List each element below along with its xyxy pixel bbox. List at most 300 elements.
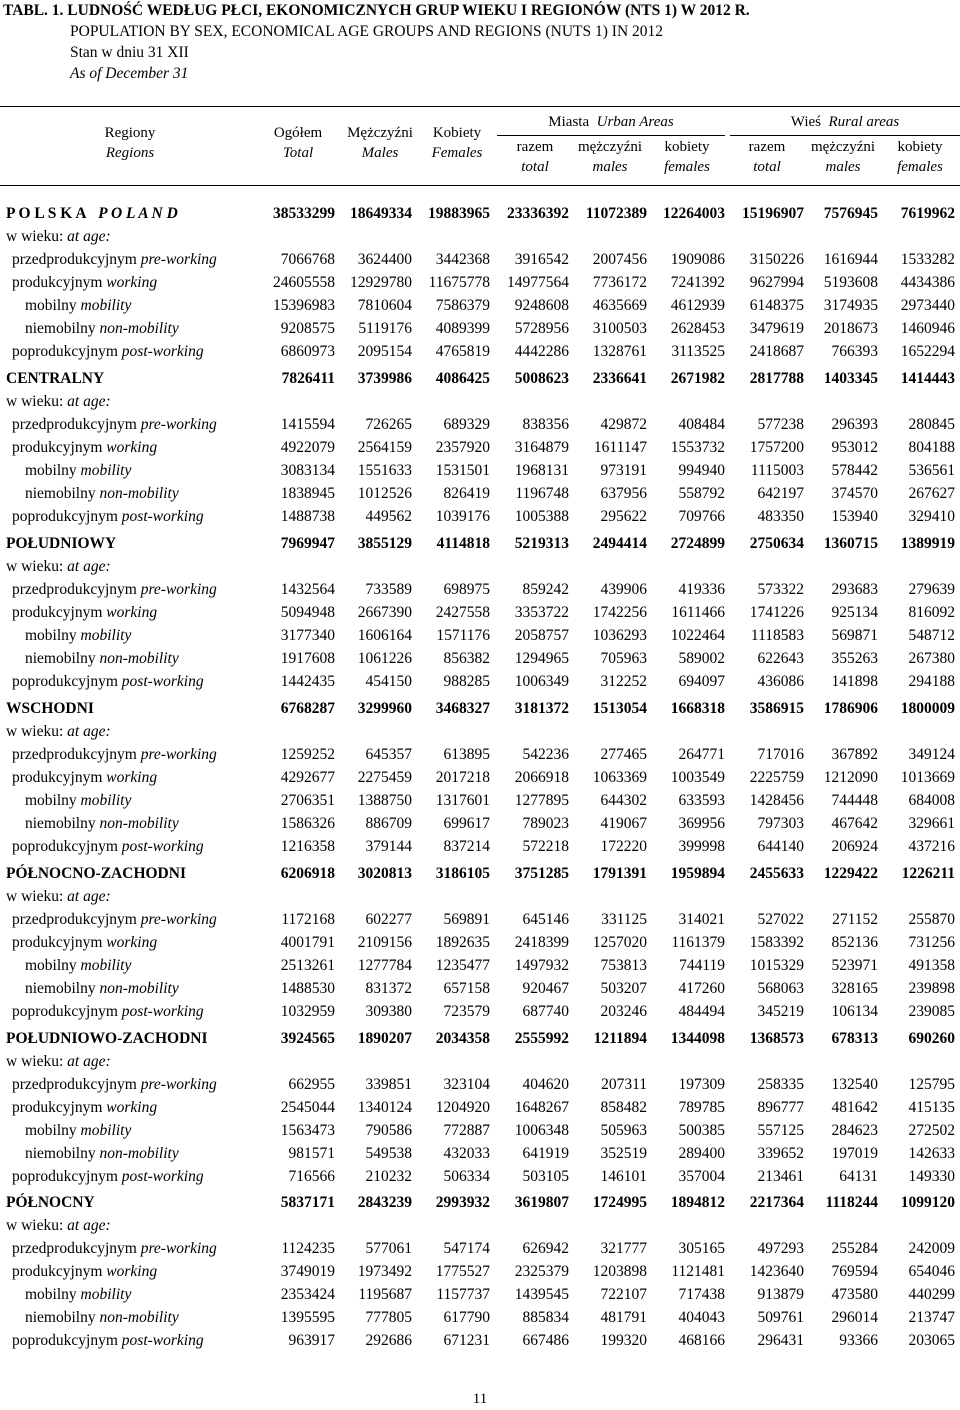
cell-value: 2993932 — [435, 1194, 490, 1211]
cell-value: 1968131 — [514, 462, 569, 479]
cell-value: 277465 — [600, 746, 647, 763]
cell-value: 7969947 — [280, 535, 335, 552]
cell-value: 1013669 — [900, 769, 955, 786]
cell-value: 988285 — [443, 673, 490, 690]
age-group-en: pre-working — [140, 746, 217, 763]
at-age: at age: — [67, 558, 111, 575]
cell-value: 15396983 — [273, 297, 335, 314]
cell-value: 4434386 — [900, 274, 955, 291]
cell-value: 856382 — [443, 650, 490, 667]
age-group-row-work — [0, 1260, 960, 1283]
cell-value: 429872 — [600, 416, 647, 433]
row-label — [12, 578, 217, 601]
cell-value: 523971 — [831, 957, 878, 974]
cell-value: 357004 — [678, 1168, 725, 1185]
row-label — [12, 271, 157, 294]
cell-value: 617790 — [443, 1309, 490, 1326]
cell-value: 1157737 — [436, 1286, 490, 1303]
cell-value: 7586379 — [435, 297, 490, 314]
at-age-row — [0, 885, 960, 908]
row-label — [12, 1237, 217, 1260]
cell-value: 5728956 — [514, 320, 569, 337]
cell-value: 132540 — [831, 1076, 878, 1093]
header-kobiety: Kobiety — [432, 125, 482, 141]
age-group-row-work — [0, 271, 960, 294]
at-age-row — [0, 390, 960, 413]
cell-value: 142633 — [908, 1145, 955, 1162]
header-mezczyzni: Mężczyźni — [347, 125, 413, 141]
cell-value: 3353722 — [514, 604, 569, 621]
cell-value: 549538 — [365, 1145, 412, 1162]
row-label — [6, 1027, 208, 1050]
cell-value: 777805 — [365, 1309, 412, 1326]
cell-value: 1488530 — [280, 980, 335, 997]
cell-value: 613895 — [443, 746, 490, 763]
cell-value: 7576945 — [823, 205, 878, 222]
cell-value: 309380 — [365, 1003, 412, 1020]
row-label — [12, 1165, 204, 1188]
age-group-row-mob — [0, 459, 960, 482]
at-age: at age: — [67, 393, 111, 410]
cell-value: 1890207 — [357, 1030, 412, 1047]
age-group-pl: produkcyjnym — [12, 934, 103, 951]
subheader-en: males — [825, 159, 861, 175]
cell-value: 467642 — [831, 815, 878, 832]
age-group-pl: mobilny — [25, 297, 77, 314]
cell-value: 2724899 — [670, 535, 725, 552]
cell-value: 1211894 — [593, 1030, 647, 1047]
at-age: at age: — [67, 888, 111, 905]
cell-value: 1583392 — [749, 934, 804, 951]
cell-value: 1012526 — [357, 485, 412, 502]
cell-value: 838356 — [522, 416, 569, 433]
age-group-en: post-working — [121, 508, 204, 525]
age-group-row-post — [0, 1000, 960, 1023]
header-rural-en: Rural areas — [828, 114, 900, 130]
row-label — [6, 720, 111, 743]
cell-value: 367892 — [831, 746, 878, 763]
age-group-pl: mobilny — [25, 957, 77, 974]
age-group-pl: niemobilny — [25, 815, 96, 832]
header-ogolem: Ogółem — [273, 125, 323, 141]
age-group-row-post — [0, 505, 960, 528]
row-label — [6, 367, 104, 390]
age-group-pl: przedprodukcyjnym — [12, 416, 137, 433]
cell-value: 1533282 — [900, 251, 955, 268]
age-group-row-pre — [0, 908, 960, 931]
cell-value: 267380 — [908, 650, 955, 667]
cell-value: 753813 — [600, 957, 647, 974]
cell-value: 1442435 — [280, 673, 335, 690]
cell-value: 3177340 — [280, 627, 335, 644]
row-label — [25, 1142, 179, 1165]
cell-value: 717438 — [678, 1286, 725, 1303]
age-group-en: working — [106, 439, 158, 456]
cell-value: 1006348 — [514, 1122, 569, 1139]
cell-value: 1003549 — [670, 769, 725, 786]
age-group-row-work — [0, 601, 960, 624]
cell-value: 527022 — [757, 911, 804, 928]
cell-value: 1414443 — [900, 370, 955, 387]
cell-value: 2628453 — [670, 320, 725, 337]
region-name: PÓŁNOCNY — [6, 1194, 95, 1211]
w-wieku: w wieku: — [6, 1217, 64, 1234]
cell-value: 1531501 — [435, 462, 490, 479]
subheader-pl: kobiety — [897, 139, 943, 155]
region-name: POŁUDNIOWY — [6, 535, 117, 552]
subheader-rural-females — [875, 137, 960, 177]
age-group-en: working — [106, 934, 158, 951]
cell-value: 293683 — [831, 581, 878, 598]
age-group-pl: przedprodukcyjnym — [12, 746, 137, 763]
cell-value: 172220 — [600, 838, 647, 855]
cell-value: 573322 — [757, 581, 804, 598]
cell-value: 709766 — [678, 508, 725, 525]
cell-value: 23336392 — [507, 205, 569, 222]
age-group-row-mob — [0, 954, 960, 977]
cell-value: 312252 — [600, 673, 647, 690]
cell-value: 339652 — [757, 1145, 804, 1162]
cell-value: 2109156 — [357, 934, 412, 951]
cell-value: 3739986 — [357, 370, 412, 387]
age-group-en: non-mobility — [99, 650, 179, 667]
cell-value: 733589 — [365, 581, 412, 598]
cell-value: 645357 — [365, 746, 412, 763]
cell-value: 436086 — [757, 673, 804, 690]
age-group-en: non-mobility — [99, 980, 179, 997]
age-group-en: working — [106, 604, 158, 621]
age-group-row-nonmob — [0, 977, 960, 1000]
cell-value: 125795 — [908, 1076, 955, 1093]
age-group-pl: niemobilny — [25, 1145, 96, 1162]
age-group-en: mobility — [80, 1286, 132, 1303]
age-group-row-pre — [0, 743, 960, 766]
cell-value: 11072389 — [585, 205, 647, 222]
cell-value: 717016 — [757, 746, 804, 763]
cell-value: 667486 — [522, 1332, 569, 1349]
cell-value: 578442 — [831, 462, 878, 479]
cell-value: 4635669 — [592, 297, 647, 314]
cell-value: 1415594 — [280, 416, 335, 433]
cell-value: 789785 — [678, 1099, 725, 1116]
cell-value: 349124 — [908, 746, 955, 763]
cell-value: 7241392 — [670, 274, 725, 291]
age-group-row-pre — [0, 1073, 960, 1096]
subheader-pl: kobiety — [664, 139, 710, 155]
cell-value: 1652294 — [900, 343, 955, 360]
age-group-pl: produkcyjnym — [12, 604, 103, 621]
header-regions-en: Regions — [105, 145, 155, 161]
cell-value: 1775527 — [435, 1263, 490, 1280]
age-group-en: mobility — [80, 1122, 132, 1139]
age-group-row-mob — [0, 789, 960, 812]
at-age-row — [0, 1050, 960, 1073]
header-bottom-rule — [0, 185, 960, 186]
cell-value: 1063369 — [592, 769, 647, 786]
cell-value: 294188 — [908, 673, 955, 690]
cell-value: 1277895 — [514, 792, 569, 809]
cell-value: 963917 — [288, 1332, 335, 1349]
cell-value: 2058757 — [514, 627, 569, 644]
cell-value: 271152 — [832, 911, 878, 928]
cell-value: 1742256 — [592, 604, 647, 621]
cell-value: 1203898 — [592, 1263, 647, 1280]
age-group-en: post-working — [121, 1168, 204, 1185]
cell-value: 1061226 — [357, 650, 412, 667]
row-label — [25, 317, 179, 340]
age-group-en: post-working — [121, 1003, 204, 1020]
header-total — [258, 123, 338, 163]
cell-value: 852136 — [831, 934, 878, 951]
cell-value: 210232 — [365, 1168, 412, 1185]
cell-value: 473580 — [831, 1286, 878, 1303]
cell-value: 3100503 — [592, 320, 647, 337]
cell-value: 2545044 — [280, 1099, 335, 1116]
cell-value: 816092 — [908, 604, 955, 621]
cell-value: 374570 — [831, 485, 878, 502]
cell-value: 1124235 — [281, 1240, 335, 1257]
cell-value: 379144 — [365, 838, 412, 855]
cell-value: 2066918 — [514, 769, 569, 786]
cell-value: 644302 — [600, 792, 647, 809]
cell-value: 2555992 — [514, 1030, 569, 1047]
cell-value: 1328761 — [592, 343, 647, 360]
cell-value: 289400 — [678, 1145, 725, 1162]
cell-value: 483350 — [757, 508, 804, 525]
cell-value: 7619962 — [900, 205, 955, 222]
cell-value: 197309 — [678, 1076, 725, 1093]
cell-value: 1015329 — [749, 957, 804, 974]
cell-value: 417260 — [678, 980, 725, 997]
cell-value: 2018673 — [823, 320, 878, 337]
cell-value: 602277 — [365, 911, 412, 928]
row-label — [12, 670, 204, 693]
cell-value: 1161379 — [671, 934, 725, 951]
cell-value: 3479619 — [749, 320, 804, 337]
row-label — [12, 1096, 157, 1119]
cell-value: 1259252 — [280, 746, 335, 763]
cell-value: 3749019 — [280, 1263, 335, 1280]
cell-value: 920467 — [522, 980, 569, 997]
cell-value: 206924 — [831, 838, 878, 855]
cell-value: 432033 — [443, 1145, 490, 1162]
cell-value: 645146 — [522, 911, 569, 928]
cell-value: 641919 — [522, 1145, 569, 1162]
region-name: POŁUDNIOWO-ZACHODNI — [6, 1030, 208, 1047]
region-total-row — [0, 697, 960, 720]
age-group-en: non-mobility — [99, 1309, 179, 1326]
age-group-en: pre-working — [140, 911, 217, 928]
cell-value: 146101 — [600, 1168, 647, 1185]
age-group-pl: mobilny — [25, 627, 77, 644]
cell-value: 569871 — [831, 627, 878, 644]
region-name: PÓŁNOCNO-ZACHODNI — [6, 865, 186, 882]
w-wieku: w wieku: — [6, 558, 64, 575]
cell-value: 536561 — [908, 462, 955, 479]
age-group-en: working — [106, 1099, 158, 1116]
row-label — [12, 1329, 204, 1352]
cell-value: 1195687 — [358, 1286, 412, 1303]
header-wies: Wieś — [790, 114, 822, 130]
cell-value: 671231 — [443, 1332, 490, 1349]
cell-value: 7826411 — [281, 370, 335, 387]
cell-value: 500385 — [678, 1122, 725, 1139]
cell-value: 4612939 — [670, 297, 725, 314]
age-group-row-nonmob — [0, 482, 960, 505]
cell-value: 705963 — [600, 650, 647, 667]
cell-value: 885834 — [522, 1309, 569, 1326]
age-group-row-work — [0, 766, 960, 789]
age-group-row-work — [0, 931, 960, 954]
cell-value: 1791391 — [592, 865, 647, 882]
age-group-pl: poprodukcyjnym — [12, 343, 118, 360]
cell-value: 1226211 — [901, 865, 955, 882]
age-group-pl: poprodukcyjnym — [12, 508, 118, 525]
cell-value: 3150226 — [749, 251, 804, 268]
cell-value: 1235477 — [435, 957, 490, 974]
cell-value: 547174 — [443, 1240, 490, 1257]
row-label — [25, 1119, 131, 1142]
cell-value: 1294965 — [514, 650, 569, 667]
cell-value: 1973492 — [357, 1263, 412, 1280]
cell-value: 690260 — [908, 1030, 955, 1047]
cell-value: 1204920 — [435, 1099, 490, 1116]
age-group-row-pre — [0, 248, 960, 271]
cell-value: 1099120 — [900, 1194, 955, 1211]
cell-value: 637956 — [600, 485, 647, 502]
cell-value: 9248608 — [514, 297, 569, 314]
subheader-urban-females — [642, 137, 732, 177]
cell-value: 369956 — [678, 815, 725, 832]
cell-value: 1423640 — [749, 1263, 804, 1280]
age-group-pl: przedprodukcyjnym — [12, 581, 137, 598]
cell-value: 1432564 — [280, 581, 335, 598]
cell-value: 2455633 — [749, 865, 804, 882]
cell-value: 503207 — [600, 980, 647, 997]
cell-value: 1344098 — [670, 1030, 725, 1047]
age-group-en: mobility — [80, 957, 132, 974]
header-miasta: Miasta — [548, 114, 590, 130]
cell-value: 716566 — [288, 1168, 335, 1185]
age-group-row-mob — [0, 624, 960, 647]
at-age: at age: — [67, 1217, 111, 1234]
age-group-row-mob — [0, 1283, 960, 1306]
cell-value: 858482 — [600, 1099, 647, 1116]
title-line-pl: TABL. 1. LUDNOŚĆ WEDŁUG PŁCI, EKONOMICZNYCH GRUP WIEKU I REGIONÓW (NTS 1) W 2012 R. — [3, 2, 750, 19]
age-group-row-pre — [0, 578, 960, 601]
cell-value: 2817788 — [749, 370, 804, 387]
cell-value: 1757200 — [749, 439, 804, 456]
cell-value: 2034358 — [435, 1030, 490, 1047]
cell-value: 1368573 — [749, 1030, 804, 1047]
cell-value: 1606164 — [357, 627, 412, 644]
cell-value: 789023 — [522, 815, 569, 832]
age-group-pl: niemobilny — [25, 980, 96, 997]
row-label — [6, 532, 116, 555]
cell-value: 577061 — [365, 1240, 412, 1257]
cell-value: 1216358 — [280, 838, 335, 855]
cell-value: 3442368 — [435, 251, 490, 268]
cell-value: 1909086 — [670, 251, 725, 268]
subheader-pl: mężczyźni — [577, 139, 643, 155]
w-wieku: w wieku: — [6, 1053, 64, 1070]
cell-value: 831372 — [365, 980, 412, 997]
row-label — [12, 931, 157, 954]
cell-value: 199320 — [600, 1332, 647, 1349]
cell-value: 1513054 — [592, 700, 647, 717]
header-regiony: Regiony — [104, 125, 156, 141]
age-group-en: pre-working — [140, 581, 217, 598]
cell-value: 1800009 — [900, 700, 955, 717]
cell-value: 1257020 — [592, 934, 647, 951]
cell-value: 1277784 — [357, 957, 412, 974]
cell-value: 415135 — [908, 1099, 955, 1116]
age-group-row-pre — [0, 1237, 960, 1260]
at-age: at age: — [67, 228, 111, 245]
cell-value: 437216 — [908, 838, 955, 855]
cell-value: 329661 — [908, 815, 955, 832]
cell-value: 4922079 — [280, 439, 335, 456]
cell-value: 5219313 — [514, 535, 569, 552]
subheader-en: total — [753, 159, 781, 175]
age-group-row-work — [0, 1096, 960, 1119]
cell-value: 1032959 — [280, 1003, 335, 1020]
cell-value: 622643 — [757, 650, 804, 667]
cell-value: 329410 — [908, 508, 955, 525]
header-females-en: Females — [431, 145, 483, 161]
age-group-row-work — [0, 436, 960, 459]
cell-value: 694097 — [678, 673, 725, 690]
cell-value: 141898 — [831, 673, 878, 690]
age-group-pl: niemobilny — [25, 485, 96, 502]
cell-value: 1118583 — [750, 627, 804, 644]
cell-value: 404620 — [522, 1076, 569, 1093]
cell-value: 548712 — [908, 627, 955, 644]
cell-value: 1403345 — [823, 370, 878, 387]
cell-value: 509761 — [757, 1309, 804, 1326]
cell-value: 468166 — [678, 1332, 725, 1349]
cell-value: 24605558 — [273, 274, 335, 291]
title-state-en: As of December 31 — [70, 65, 189, 82]
age-group-pl: niemobilny — [25, 1309, 96, 1326]
cell-value: 503105 — [522, 1168, 569, 1185]
cell-value: 1428456 — [749, 792, 804, 809]
cell-value: 280845 — [908, 416, 955, 433]
header-top-rule — [0, 106, 960, 107]
cell-value: 654046 — [908, 1263, 955, 1280]
row-label — [12, 1260, 157, 1283]
cell-value: 766393 — [831, 343, 878, 360]
header-urban — [497, 112, 725, 132]
cell-value: 994940 — [678, 462, 725, 479]
cell-value: 804188 — [908, 439, 955, 456]
cell-value: 106134 — [831, 1003, 878, 1020]
cell-value: 305165 — [678, 1240, 725, 1257]
cell-value: 2427558 — [435, 604, 490, 621]
cell-value: 484494 — [678, 1003, 725, 1020]
cell-value: 5119176 — [358, 320, 412, 337]
cell-value: 345219 — [757, 1003, 804, 1020]
cell-value: 1395595 — [280, 1309, 335, 1326]
age-group-pl: przedprodukcyjnym — [12, 911, 137, 928]
cell-value: 203246 — [600, 1003, 647, 1020]
cell-value: 3619807 — [514, 1194, 569, 1211]
cell-value: 1212090 — [823, 769, 878, 786]
age-group-pl: produkcyjnym — [12, 439, 103, 456]
cell-value: 153940 — [831, 508, 878, 525]
row-label — [6, 1191, 95, 1214]
cell-value: 12264003 — [663, 205, 725, 222]
